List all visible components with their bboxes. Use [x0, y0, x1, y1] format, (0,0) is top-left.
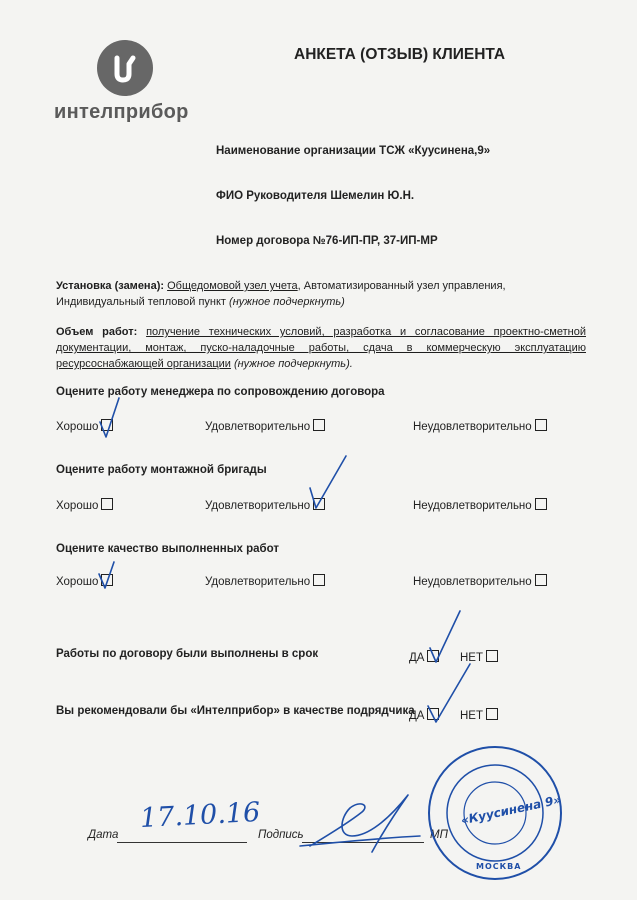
signature-label: Подпись	[258, 829, 304, 841]
option-label: Неудовлетворительно	[413, 421, 532, 433]
option-label: Неудовлетворительно	[413, 576, 532, 588]
option-label: Удовлетворительно	[205, 421, 311, 433]
check-mark-deadline-yes	[430, 611, 460, 662]
check-mark-quality-good	[99, 562, 114, 588]
option-label: Удовлетворительно	[205, 576, 311, 588]
signature-scribble	[300, 795, 420, 852]
installation-label: Установка (замена):	[56, 280, 165, 292]
option-label: НЕТ	[460, 652, 483, 664]
option-label: НЕТ	[460, 710, 483, 722]
installation-note: (нужное подчеркнуть)	[229, 296, 345, 308]
yesno-question-deadline: Работы по договору были выполнены в срок	[56, 648, 319, 660]
option-label: Хорошо	[56, 500, 99, 512]
yesno-question-recommend: Вы рекомендовали бы «Интелприбор» в качестве подрядчика	[56, 705, 415, 717]
stamp-label: МП	[430, 829, 448, 841]
scope-underlined: получение технических условий, разработка и согласование проектно-сметной документации, монтаж, пуско-наладочные работы, сдача в коммерческую эксплуатацию ресурсоснабжающей организации	[56, 326, 586, 370]
stamp-center-text: «Куусинена 9»	[459, 792, 563, 828]
option-label: Хорошо	[56, 421, 99, 433]
check-mark-recommend-yes	[428, 664, 470, 722]
option-label: Удовлетворительно	[205, 500, 311, 512]
option-label: Хорошо	[56, 576, 99, 588]
option-label: ДА	[409, 652, 425, 664]
check-mark-crew-ok	[310, 456, 346, 508]
contract-number-field: Номер договора №76-ИП-ПР, 37-ИП-МР	[216, 235, 438, 247]
rating-question-crew: Оцените работу монтажной бригады	[56, 464, 267, 476]
stamp-city-text: МОСКВА	[476, 862, 522, 871]
check-mark-manager-good	[100, 398, 119, 437]
date-label: Дата	[88, 829, 119, 841]
date-handwritten-value: 17.10.16	[139, 796, 261, 835]
form-title: АНКЕТА (ОТЗЫВ) КЛИЕНТА	[294, 46, 506, 63]
installation-underlined: Общедомовой узел учета	[167, 280, 298, 292]
scope-label: Объем работ:	[56, 326, 138, 338]
scope-note: (нужное подчеркнуть).	[233, 358, 353, 370]
director-name-field: ФИО Руководителя Шемелин Ю.Н.	[216, 190, 415, 202]
option-label: ДА	[409, 710, 425, 722]
organization-name-field: Наименование организации ТСЖ «Куусинена,9»	[216, 145, 491, 157]
rating-question-manager: Оцените работу менеджера по сопровождению договора	[56, 386, 385, 398]
rating-question-quality: Оцените качество выполненных работ	[56, 543, 280, 555]
option-label: Неудовлетворительно	[413, 500, 532, 512]
company-logo-text: интелприбор	[54, 101, 189, 123]
installation-rest: , Автоматизированный узел управления, Индивидуальный тепловой пункт	[56, 280, 506, 308]
